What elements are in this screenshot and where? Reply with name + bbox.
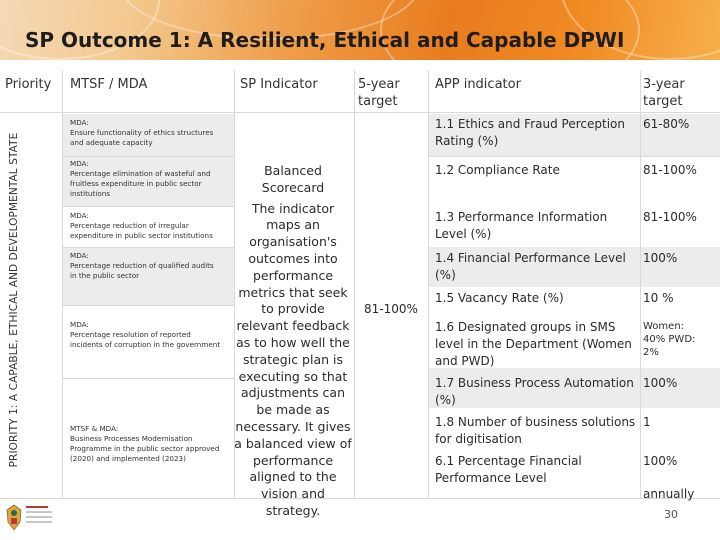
app-indicator-item: 1.2 Compliance Rate — [435, 163, 560, 177]
coat-of-arms-icon — [5, 504, 23, 532]
priority-side-label — [6, 110, 22, 490]
priority-label-text: PRIORITY 1: A CAPABLE, ETHICAL AND DEVELOPMENTAL STATE — [8, 132, 20, 468]
row-divider — [62, 156, 234, 157]
mda-line: Business Processes Modernisation — [70, 434, 193, 443]
mda-line: in the public sector — [70, 271, 140, 280]
sp-indicator-name: Balanced Scorecard — [261, 163, 325, 195]
app-indicator-item: 1.3 Performance Information Level (%) — [435, 210, 608, 241]
sp-indicator-cell — [234, 163, 352, 520]
mda-line: institutions — [70, 189, 110, 198]
mda-line: MDA: — [70, 159, 89, 168]
mda-item — [70, 118, 230, 148]
three-year-target-value: 81-100% — [643, 163, 697, 177]
banner-bottom-bar — [0, 60, 720, 66]
mda-line: (2020) and implemented (2023) — [70, 454, 186, 463]
row-divider — [62, 206, 234, 207]
column-divider — [62, 70, 63, 498]
mda-item — [70, 424, 230, 464]
page-number: 30 — [664, 508, 678, 521]
department-logo — [5, 502, 55, 536]
row-divider — [428, 156, 720, 157]
app-indicator-item: 1.8 Number of business solutions for digitisation — [435, 415, 636, 446]
mda-line: Percentage reduction of irregular — [70, 221, 189, 230]
column-divider — [640, 70, 641, 498]
three-year-target-value: 10 % — [643, 291, 674, 305]
app-indicator-item: 1.1 Ethics and Fraud Perception Rating (%) — [435, 117, 625, 148]
mda-line: MDA: — [70, 211, 89, 220]
header-mtsf-mda: MTSF / MDA — [70, 77, 148, 92]
mda-item — [70, 320, 230, 350]
mda-line: MDA: — [70, 320, 89, 329]
row-divider — [62, 378, 234, 379]
app-indicator-item: 1.5 Vacancy Rate (%) — [435, 291, 564, 305]
three-year-target-value: Women: 40% PWD: 2% — [643, 321, 696, 358]
three-year-target-value: 100% — [643, 376, 678, 390]
mda-line: fruitless expenditure in public sector — [70, 179, 202, 188]
five-year-target-value: 81-100% — [364, 302, 418, 316]
mda-line: incidents of corruption in the government — [70, 340, 221, 349]
three-year-target-value: 100% — [643, 251, 678, 265]
header-three-year-target: 3-year target — [643, 77, 685, 109]
mda-line: MTSF & MDA: — [70, 424, 119, 433]
mda-line: and adequate capacity — [70, 138, 153, 147]
mda-line: MDA: — [70, 118, 89, 127]
header-five-year-target: 5-year target — [358, 77, 400, 109]
footer-note: annually — [643, 487, 695, 501]
column-divider — [354, 70, 355, 498]
logo-line — [26, 516, 52, 518]
row-divider — [62, 305, 234, 306]
sp-indicator-description: The indicator maps an organisation's outcomes into performance metrics that seek to provide relevant feedback as to how well the strategic plan is executing so that adjustments can be made as necessary. It gives a balanced view of performance aligned to the vision and strategy. — [234, 200, 352, 518]
three-year-target-value: 1 — [643, 415, 651, 429]
mda-line: Percentage reduction of qualified audits — [70, 261, 214, 270]
slide-title: SP Outcome 1: A Resilient, Ethical and Capable DPWI — [25, 28, 625, 52]
mda-line: Programme in the public sector approved — [70, 444, 220, 453]
logo-wordmark — [26, 506, 52, 526]
column-divider — [428, 70, 429, 498]
mda-item — [70, 251, 230, 281]
three-year-target-value: 81-100% — [643, 210, 697, 224]
logo-line — [26, 506, 48, 508]
row-divider — [62, 247, 234, 248]
app-indicator-item: 1.7 Business Process Automation (%) — [435, 376, 634, 407]
app-indicator-item: 1.6 Designated groups in SMS level in the Department (Women and PWD) — [435, 320, 632, 368]
logo-line — [26, 521, 52, 523]
mda-line: Ensure functionality of ethics structures — [70, 128, 214, 137]
table-bottom-line — [0, 498, 720, 499]
mda-item — [70, 211, 230, 241]
mda-item — [70, 159, 230, 199]
app-indicator-item: 1.4 Financial Performance Level (%) — [435, 251, 626, 282]
header-sp-indicator: SP Indicator — [240, 77, 318, 92]
header-app-indicator: APP indicator — [435, 77, 521, 92]
mda-line: expenditure in public sector institutions — [70, 231, 213, 240]
header-priority: Priority — [5, 77, 52, 92]
header-divider — [0, 112, 720, 113]
mda-line: Percentage elimination of wasteful and — [70, 169, 211, 178]
three-year-target-value: 100% — [643, 454, 678, 468]
mda-line: Percentage resolution of reported — [70, 330, 191, 339]
mda-line: MDA: — [70, 251, 89, 260]
three-year-target-value: 61-80% — [643, 117, 690, 131]
app-indicator-item: 6.1 Percentage Financial Performance Level — [435, 454, 582, 485]
logo-line — [26, 511, 52, 513]
